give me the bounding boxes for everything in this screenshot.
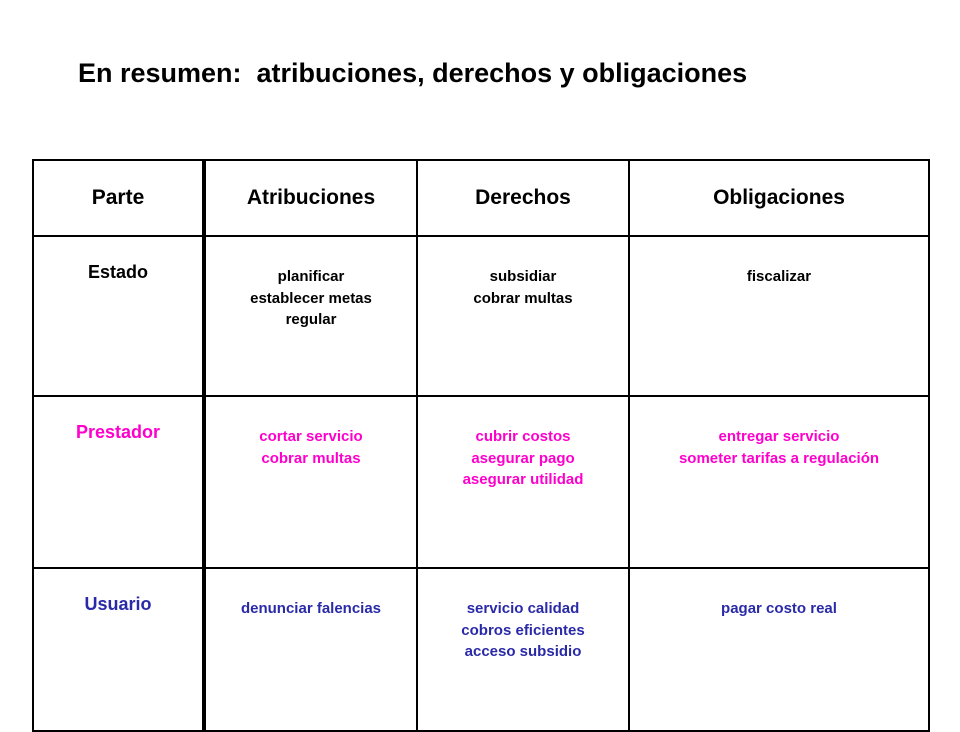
cell-line: regular bbox=[285, 311, 337, 328]
cell-line: cobrar multas bbox=[261, 449, 361, 467]
table-row-usuario bbox=[33, 568, 929, 731]
header-parte: Parte bbox=[33, 160, 204, 236]
cell-line: cortar servicio bbox=[259, 428, 363, 445]
cell-line: someter tarifas a regulación bbox=[678, 449, 880, 467]
party-prestador: Prestador bbox=[33, 396, 204, 568]
table-header-row bbox=[33, 160, 929, 236]
cell-prestador-obligaciones bbox=[629, 396, 929, 568]
cell-line: cobrar multas bbox=[473, 289, 573, 307]
party-estado: Estado bbox=[33, 236, 204, 396]
cell-line: asegurar utilidad bbox=[462, 471, 584, 488]
page-title: En resumen: atribuciones, derechos y obligaciones bbox=[78, 58, 748, 88]
cell-line: asegurar pago bbox=[471, 449, 575, 467]
cell-line: acceso subsidio bbox=[464, 643, 582, 660]
table-row-prestador bbox=[33, 396, 929, 568]
cell-estado-atribuciones bbox=[204, 236, 417, 396]
cell-line: establecer metas bbox=[250, 289, 372, 307]
cell-line: denunciar falencias bbox=[240, 600, 382, 617]
cell-prestador-derechos bbox=[417, 396, 629, 568]
cell-line: entregar servicio bbox=[718, 428, 840, 445]
header-derechos: Derechos bbox=[417, 160, 629, 236]
header-obligaciones: Obligaciones bbox=[629, 160, 929, 236]
cell-line: fiscalizar bbox=[746, 268, 812, 285]
cell-line: planificar bbox=[277, 268, 345, 285]
cell-line: cubrir costos bbox=[475, 428, 571, 445]
party-usuario: Usuario bbox=[33, 568, 204, 731]
cell-line: cobros eficientes bbox=[461, 621, 585, 639]
cell-usuario-atribuciones bbox=[204, 568, 417, 731]
cell-line: subsidiar bbox=[489, 268, 557, 285]
header-atribuciones: Atribuciones bbox=[204, 160, 417, 236]
summary-table bbox=[32, 159, 930, 732]
cell-prestador-atribuciones bbox=[204, 396, 417, 568]
cell-usuario-obligaciones bbox=[629, 568, 929, 731]
cell-line: servicio calidad bbox=[466, 600, 580, 617]
cell-estado-obligaciones bbox=[629, 236, 929, 396]
cell-usuario-derechos bbox=[417, 568, 629, 731]
cell-estado-derechos bbox=[417, 236, 629, 396]
table-row-estado bbox=[33, 236, 929, 396]
cell-line: pagar costo real bbox=[721, 600, 837, 617]
